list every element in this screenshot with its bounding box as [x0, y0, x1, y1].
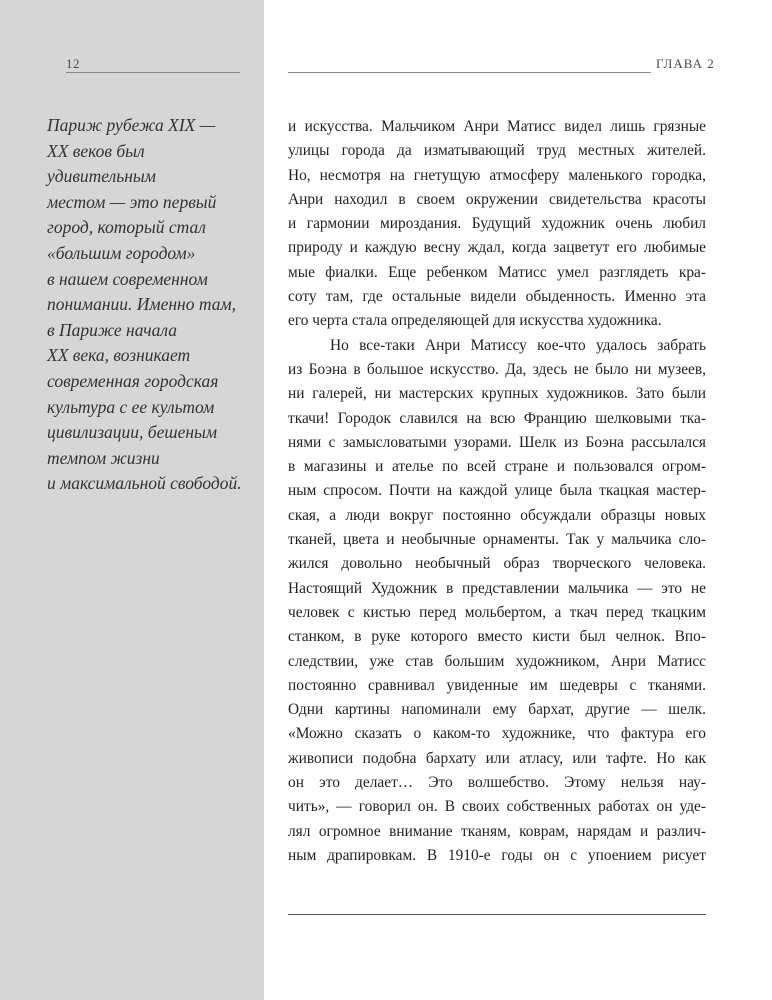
text-line: и гармонии мироздания. Будущий художник очень любил [288, 215, 706, 233]
header-rule-left [66, 72, 240, 73]
text-line: живописи подобна бархату или атласу, или тафте. Но как [288, 749, 706, 767]
pull-quote [47, 113, 262, 497]
quote-line: XX веков был [47, 140, 145, 161]
page-number: 12 [66, 56, 80, 71]
text-line: ным драпировкам. В 1910-е годы он с упоением рисует [288, 846, 706, 864]
quote-line: удивительным [47, 166, 156, 187]
text-line: природу и каждую весну ждал, когда зацветут его любимые [288, 239, 706, 257]
quote-line: понимании. Именно там, [47, 294, 236, 315]
text-line: нями с замысловатыми узорами. Шелк из Боэна рассылался [288, 433, 706, 451]
paragraph [288, 334, 706, 869]
text-line: соту там, где остальные видели обыденность. Именно эта [288, 288, 706, 306]
quote-line: темпом жизни [47, 447, 160, 468]
body-text [288, 115, 706, 868]
text-line: Но все-таки Анри Матиссу кое-что удалось забрать [330, 336, 706, 354]
chapter-label: ГЛАВА 2 [656, 56, 715, 71]
quote-line: XX века, возникает [47, 345, 191, 366]
text-line: его черта стала определяющей для искусства художника. [288, 312, 662, 330]
paragraph [288, 115, 706, 334]
text-line: ни галерей, ни мастерских крупных художников. Зато были [288, 385, 706, 403]
text-line: ным спросом. Почти на каждой улице была ткацкая мастер- [288, 482, 706, 500]
text-line: тканей, цвета и необычные орнаменты. Так у мальчика сло- [288, 531, 706, 549]
quote-line: цивилизации, бешеным [47, 422, 218, 443]
text-line: Анри находил в своем окружении свидетельства красоты [288, 190, 706, 208]
quote-line: в Париже начала [47, 319, 177, 340]
header-rule-right [288, 72, 651, 73]
text-line: жился довольно необычный образ творческого человека. [288, 555, 706, 573]
quote-line: Париж рубежа XIX — [47, 115, 216, 135]
footer-rule [288, 914, 706, 915]
text-line: лял огромное внимание тканям, коврам, нарядам и различ- [288, 822, 706, 840]
text-line: ткачи! Городок славился на всю Францию шелковыми тка- [288, 409, 706, 427]
text-line: Настоящий Художник в представлении мальчика — это не [288, 579, 706, 597]
quote-line: местом — это первый [47, 191, 217, 212]
text-line: Одни картины напоминали ему бархат, другие — шелк. [288, 701, 706, 719]
quote-line: «большим городом» [47, 242, 196, 263]
text-line: Но, несмотря на гнетущую атмосферу маленького городка, [288, 166, 706, 184]
text-line: ская, а люди вокруг постоянно обсуждали образцы новых [288, 506, 706, 524]
text-line: мые фиалки. Еще ребенком Матисс умел разглядеть кра- [288, 263, 706, 281]
text-line: станком, в руке которого вместо кисти был челнок. Впо- [288, 628, 706, 646]
text-line: в магазины и ателье по всей стране и пользовался огром- [288, 458, 706, 476]
text-line: он это делает… Это волшебство. Этому нельзя нау- [288, 774, 706, 792]
text-line: улицы города да изматывающий труд местных жителей. [288, 142, 706, 160]
quote-line: город, который стал [47, 217, 206, 238]
text-line: и искусства. Мальчиком Анри Матисс видел лишь грязные [288, 118, 706, 135]
quote-line: и максимальной свободой. [47, 473, 242, 494]
text-line: следствии, уже став большим художником, Анри Матисс [288, 652, 706, 670]
quote-line: современная городская [47, 370, 219, 391]
text-line: человек с кистью перед мольбертом, а ткач перед ткацким [288, 603, 706, 621]
text-line: чить», — говорил он. В своих собственных работах он уде- [288, 798, 706, 816]
text-line: «Можно сказать о каком-то художнике, что фактура его [288, 725, 706, 743]
quote-line: в нашем современном [47, 268, 208, 289]
text-line: постоянно сравнивал увиденные им шедевры с тканями. [288, 676, 706, 694]
quote-line: культура с ее культом [47, 396, 215, 417]
text-line: из Боэна в большое искусство. Да, здесь не было ни музеев, [288, 360, 706, 378]
